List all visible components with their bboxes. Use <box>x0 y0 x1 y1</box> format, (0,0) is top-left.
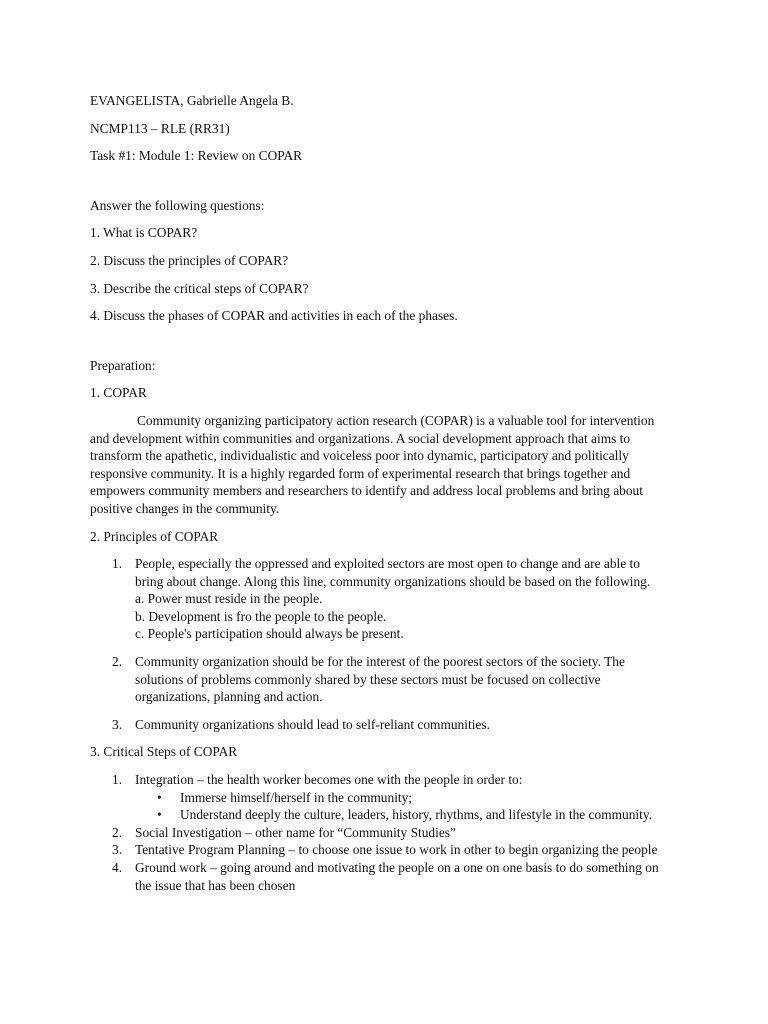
paragraph-line: and development within communities and organizations. A social development approach that aims to <box>90 430 631 446</box>
document-page <box>90 92 680 894</box>
list-line: solutions of problems commonly shared by these sectors must be focused on collective <box>135 671 601 687</box>
bullet-text: Understand deeply the culture, leaders, history, rhythms, and lifestyle in the community. <box>180 807 653 823</box>
list-number: 3. <box>112 716 123 732</box>
question-item: 3. Describe the critical steps of COPAR? <box>90 280 309 296</box>
list-number: 4. <box>112 860 123 875</box>
list-line: Social Investigation – other name for “Community Studies” <box>135 824 456 840</box>
section-steps-title: 3. Critical Steps of COPAR <box>90 744 238 760</box>
list-line: Tentative Program Planning – to choose one issue to work in other to begin organizing the people <box>135 842 658 858</box>
bullet-item <box>135 789 680 807</box>
list-item <box>90 771 680 824</box>
list-line: Community organizations should lead to self-reliant communities. <box>135 716 490 732</box>
student-name: EVANGELISTA, Gabrielle Angela B. <box>90 93 294 108</box>
section-copar-title: 1. COPAR <box>90 385 147 401</box>
list-line: bring about change. Along this line, community organizations should be based on the following. <box>135 573 651 589</box>
bullet-icon: • <box>157 807 162 823</box>
list-line: Community organization should be for the interest of the poorest sectors of the society. The <box>135 654 625 670</box>
paragraph-line: positive changes in the community. <box>90 500 280 516</box>
steps-list <box>90 771 680 894</box>
preparation-label: Preparation: <box>90 357 156 373</box>
list-item <box>90 859 680 894</box>
list-line: the issue that has been chosen <box>135 877 296 893</box>
list-number: 1. <box>112 556 123 572</box>
list-item <box>90 716 680 734</box>
course-code: NCMP113 – RLE (RR31) <box>90 120 230 136</box>
list-line: b. Development is fro the people to the people. <box>135 608 387 624</box>
list-number: 2. <box>112 654 123 670</box>
bullet-text: Immerse himself/herself in the community; <box>180 789 413 805</box>
task-title: Task #1: Module 1: Review on COPAR <box>90 148 303 164</box>
paragraph-line: empowers community members and researchers to identify and address local problems and bring about <box>90 483 643 499</box>
question-item: 1. What is COPAR? <box>90 225 198 241</box>
list-item <box>90 824 680 842</box>
list-line: Ground work – going around and motivating the people on a one on one basis to do something on <box>135 860 659 875</box>
paragraph-line: Community organizing participatory action research (COPAR) is a valuable tool for intervention <box>137 412 655 428</box>
list-number: 1. <box>112 772 123 788</box>
list-line: organizations, planning and action. <box>135 689 323 705</box>
bullet-icon: • <box>157 789 162 805</box>
section-principles-title: 2. Principles of COPAR <box>90 528 219 544</box>
list-line: a. Power must reside in the people. <box>135 591 323 607</box>
bullet-item <box>135 806 680 824</box>
questions-intro: Answer the following questions: <box>90 197 265 213</box>
copar-paragraph <box>90 412 680 518</box>
list-line: Integration – the health worker becomes one with the people in order to: <box>135 772 523 788</box>
question-item: 2. Discuss the principles of COPAR? <box>90 252 289 268</box>
question-item: 4. Discuss the phases of COPAR and activities in each of the phases. <box>90 308 458 324</box>
paragraph-line: responsive community. It is a highly regarded form of experimental research that brings together and <box>90 465 631 481</box>
list-item <box>90 555 680 643</box>
list-number: 3. <box>112 842 123 858</box>
list-line: c. People's participation should always be present. <box>135 626 404 642</box>
list-item <box>90 841 680 859</box>
list-line: People, especially the oppressed and exploited sectors are most open to change and are able to <box>135 556 640 572</box>
principles-list <box>90 555 680 733</box>
bullet-list <box>135 789 680 824</box>
paragraph-line: transform the apathetic, individualistic and voiceless poor into dynamic, participatory and politically <box>90 448 629 464</box>
list-item <box>90 653 680 706</box>
list-number: 2. <box>112 824 123 840</box>
